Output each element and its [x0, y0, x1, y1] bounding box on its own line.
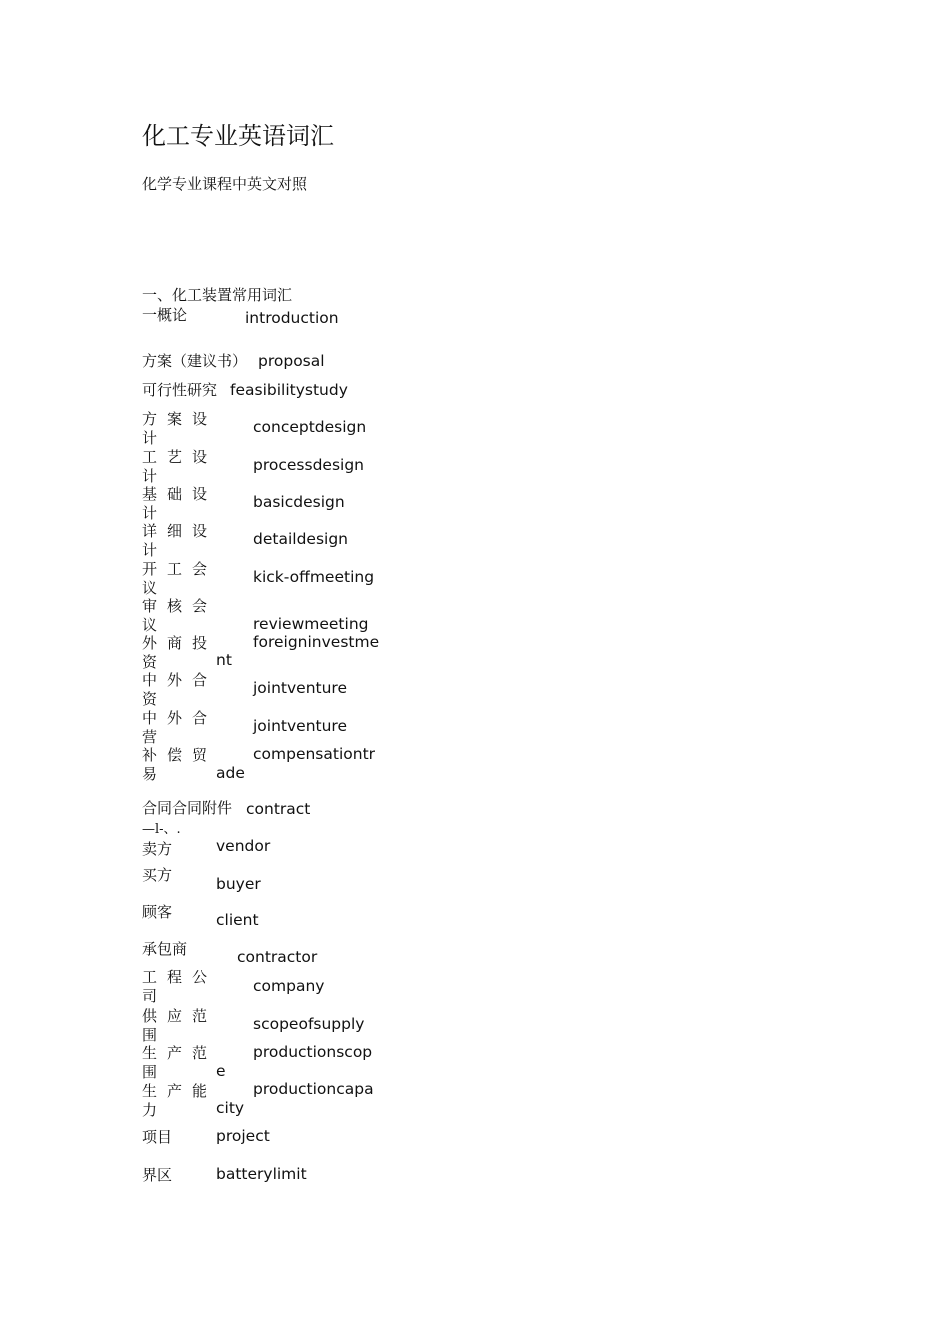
term-cn: 项目 [142, 1128, 173, 1146]
term-cn-line2: 议 [142, 579, 158, 597]
term-en: conceptdesign [253, 418, 367, 436]
term-en: feasibilitystudy [230, 381, 348, 399]
term-cn-line1: 工程公 [142, 968, 218, 986]
document-subtitle: 化学专业课程中英文对照 [142, 175, 308, 193]
term-cn-line2: 围 [142, 1063, 158, 1081]
term-cn-line1: —l-、. [142, 822, 181, 837]
term-cn: 合同合同附件 [142, 799, 233, 817]
term-cn-line1: 补偿贸 [142, 746, 218, 764]
term-cn: 可行性研究 [142, 381, 218, 399]
term-en: buyer [216, 875, 261, 893]
term-cn-line2: 司 [142, 987, 158, 1005]
term-en-line1: productionscop [253, 1043, 373, 1061]
term-cn-line1: 供应范 [142, 1007, 218, 1025]
term-en-line1: compensationtr [253, 745, 376, 763]
term-cn-line2: 计 [142, 504, 158, 522]
term-cn: 承包商 [142, 940, 188, 958]
term-en: processdesign [253, 456, 364, 474]
term-en: kick-offmeeting [253, 568, 375, 586]
term-cn: 买方 [142, 866, 173, 884]
term-cn-line2: 计 [142, 467, 158, 485]
term-cn-line1: 外商投 [142, 634, 218, 652]
term-cn: 界区 [142, 1166, 173, 1184]
term-cn-line1: 生产范 [142, 1044, 218, 1062]
term-en-line2: e [216, 1062, 226, 1080]
term-cn-line1: 工艺设 [142, 448, 218, 466]
term-cn-line2: 围 [142, 1026, 158, 1044]
term-en: reviewmeeting [253, 615, 369, 633]
term-en: vendor [216, 837, 271, 855]
term-cn-line1: 开工会 [142, 560, 218, 578]
term-en: proposal [258, 352, 325, 370]
term-en-line1: foreigninvestme [253, 633, 380, 651]
term-cn-line1: 生产能 [142, 1082, 218, 1100]
term-cn-line1: 中外合 [142, 709, 218, 727]
term-cn-line1: 中外合 [142, 671, 218, 689]
term-en: jointventure [253, 717, 347, 735]
term-cn-line2: 计 [142, 429, 158, 447]
term-cn: 方案（建议书） [142, 352, 248, 370]
term-en-line2: nt [216, 651, 232, 669]
term-en-line2: city [216, 1099, 245, 1117]
term-en: detaildesign [253, 530, 348, 548]
term-cn-line1: 方案设 [142, 410, 218, 428]
term-en: batterylimit [216, 1165, 307, 1183]
term-cn-line2: 资 [142, 690, 158, 708]
term-cn-line2: 议 [142, 616, 158, 634]
term-en: project [216, 1127, 270, 1145]
term-cn: 一概论 [142, 306, 188, 324]
term-en: scopeofsupply [253, 1015, 365, 1033]
term-en: client [216, 911, 259, 929]
term-cn-line2: 营 [142, 728, 158, 746]
term-cn-line2: 易 [142, 765, 158, 783]
document-title: 化工专业英语词汇 [142, 122, 334, 150]
term-cn-line2: 资 [142, 653, 158, 671]
term-en: contractor [237, 948, 318, 966]
term-cn-line2: 力 [142, 1101, 158, 1119]
term-en: basicdesign [253, 493, 345, 511]
term-cn-line1: 审核会 [142, 597, 218, 615]
term-en: company [253, 977, 325, 995]
term-cn-line2: 卖方 [142, 840, 173, 858]
term-cn-line1: 基础设 [142, 485, 218, 503]
term-en: jointventure [253, 679, 347, 697]
term-en-line2: ade [216, 764, 245, 782]
section-heading: 一、化工装置常用词汇 [142, 286, 293, 304]
term-en-line1: productioncapa [253, 1080, 374, 1098]
term-en: introduction [245, 309, 339, 327]
term-cn-line2: 计 [142, 541, 158, 559]
term-cn: 顾客 [142, 903, 173, 921]
term-en: contract [246, 800, 311, 818]
term-cn-line1: 详细设 [142, 522, 218, 540]
